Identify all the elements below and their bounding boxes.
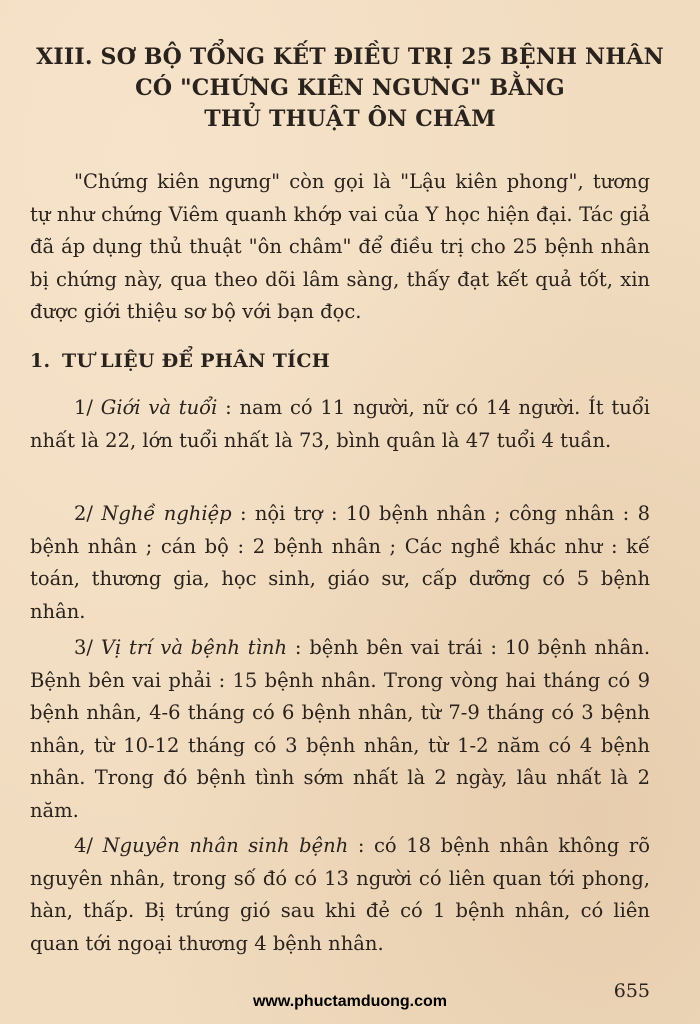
item-text: : có 18 bệnh nhân không rõ nguyên nhân, trong số đó có 13 người có liên quan tới phong, hàn, thấp. Bị trúng gió sau khi đẻ có 1 bệnh nhân, có liên quan tới ngoại thương 4 bệnh nhân. — [30, 834, 650, 955]
title-line-3: THỦ THUẬT ÔN CHÂM — [204, 106, 496, 132]
item-number: 2/ — [74, 502, 93, 525]
item-label: Giới và tuổi — [100, 396, 218, 419]
item-number: 1/ — [74, 396, 93, 419]
title-line-2: CÓ "CHỨNG KIÊN NGƯNG" BẰNG — [135, 75, 565, 101]
intro-paragraph: "Chứng kiên ngưng" còn gọi là "Lậu kiên phong", tương tự như chứng Viêm quanh khớp vai của Y học hiện đại. Tác giả đã áp dụng thủ thuật "ôn châm" để điều trị cho 25 bệnh nhân bị chứng này, qua theo dõi lâm sàng, thấy đạt kết quả tốt, xin được giới thiệu sơ bộ với bạn đọc. — [30, 170, 650, 323]
item-label: Nghề nghiệp — [101, 502, 232, 525]
page-number: 655 — [613, 980, 650, 1002]
item-text: : nam có 11 người, nữ có 14 người. Ít tuổi nhất là 22, lớn tuổi nhất là 73, bình quân là 47 tuổi 4 tuần. — [30, 396, 650, 452]
item-number: 3/ — [74, 636, 93, 659]
item-paragraph — [30, 632, 650, 827]
item-label: Nguyên nhân sinh bệnh — [102, 834, 349, 857]
chapter-title — [0, 42, 700, 135]
item-paragraph — [30, 498, 650, 628]
item-number: 4/ — [74, 834, 93, 857]
item-paragraph — [30, 830, 650, 960]
section-heading-text: TƯ LIỆU ĐỂ PHÂN TÍCH — [62, 350, 331, 372]
item-text: : bệnh bên vai trái : 10 bệnh nhân. Bệnh bên vai phải : 15 bệnh nhân. Trong vòng hai tháng có 9 bệnh nhân, 4-6 tháng có 6 bệnh nhân, từ 7-9 tháng có 3 bệnh nhân, từ 10-12 tháng có 3 bệnh nhân, từ 1-2 năm có 4 bệnh nhân. Trong đó bệnh tình sớm nhất là 2 ngày, lâu nhất là 2 năm. — [30, 636, 651, 822]
item-paragraph — [30, 392, 650, 457]
section-heading — [30, 350, 330, 372]
footer-url-link[interactable]: www.phuctamduong.com — [252, 993, 448, 1010]
item-text: : nội trợ : 10 bệnh nhân ; công nhân : 8 bệnh nhân ; cán bộ : 2 bệnh nhân ; Các nghề khác như : kế toán, thương gia, học sinh, giáo sư, cấp dưỡng có 5 bệnh nhân. — [30, 502, 650, 623]
section-number: 1. — [30, 350, 51, 372]
title-line-1: XIII. SƠ BỘ TỔNG KẾT ĐIỀU TRỊ 25 BỆNH NHÂN — [36, 44, 664, 70]
item-label: Vị trí và bệnh tình — [100, 636, 288, 659]
